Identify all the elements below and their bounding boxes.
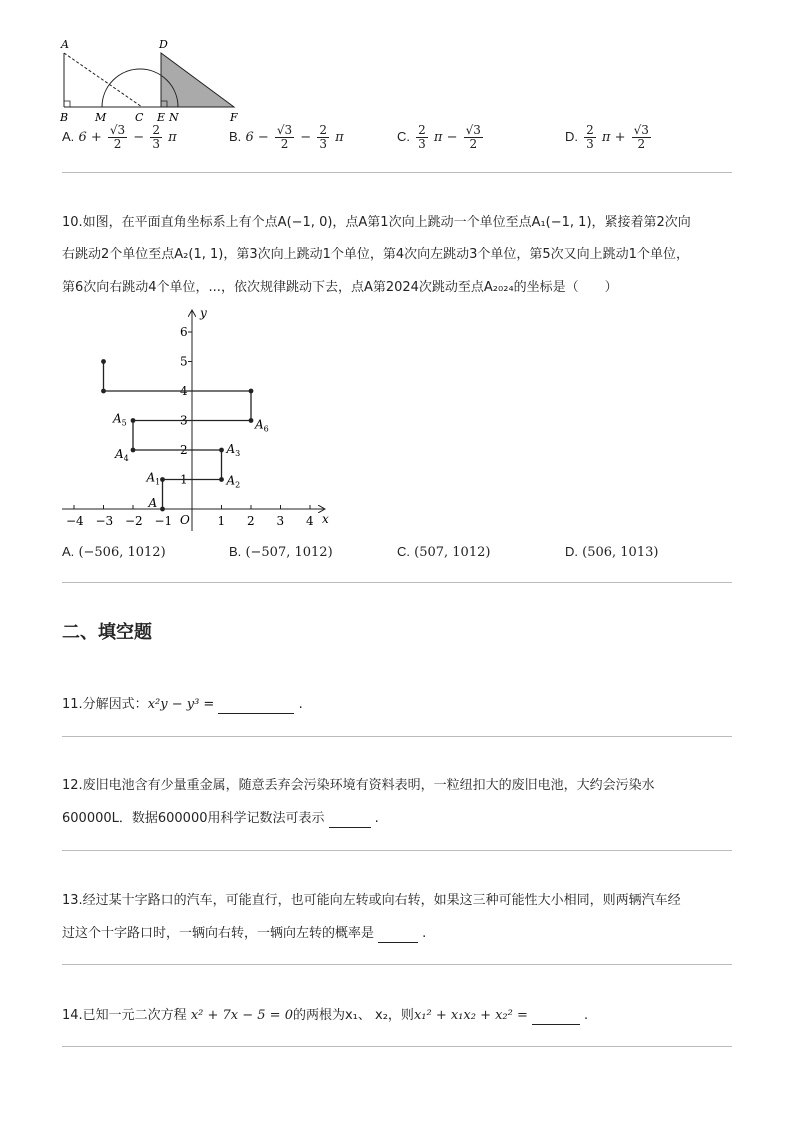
label-c: C [135,111,144,124]
divider [62,1046,732,1047]
y-axis-label: y [200,306,207,320]
point-label: $A_2$ [226,473,241,490]
answer-blank[interactable] [378,924,418,943]
label-m: M [95,111,107,124]
q10-option-a[interactable]: A. (−506, 1012) [62,544,166,560]
x-tick-label: −3 [95,514,114,528]
y-tick-label: 1 [180,472,188,487]
label-n: N [169,111,179,124]
label-a: A [61,38,69,51]
jump-point [219,448,224,453]
q9-option-a[interactable]: A. 6 + $\frac{√3}{2}$ − $\frac{2}{3}$ π [62,123,177,151]
y-tick-label: 3 [180,413,188,428]
answer-blank[interactable] [218,695,294,714]
label-b: B [60,111,69,124]
jump-point [249,418,254,423]
x-tick-label: 4 [306,514,314,528]
shaded-triangle [161,53,234,107]
jump-point [219,477,224,482]
right-angle-b [64,101,70,107]
y-tick-label: 6 [180,325,188,339]
jump-point [131,448,136,453]
q10-line-2: 右跳动2个单位至点A₂(1, 1)，第3次向上跳动1个单位，第4次向左跳动3个单位，第5次又向上跳动1个单位， [62,247,689,262]
point-label: A [148,496,158,510]
q10-line-1: 10.如图，在平面直角坐标系上有个点A(−1, 0)，点A第1次向上跳动一个单位至点A₁(−1, 1)，紧接着第2次向 [62,215,691,230]
x-tick-label: 1 [217,514,226,528]
jump-point [101,359,106,364]
label-f: F [230,111,238,124]
section-title: 二、填空题 [62,622,152,643]
origin-label: O [180,513,190,527]
q12-line-2: 600000L．数据600000用科学记数法可表示 . [62,811,379,826]
option-label: C. [397,129,410,144]
point-label: $A_6$ [255,417,269,434]
q10-option-c[interactable]: C. (507, 1012) [397,544,491,560]
x-tick-label: −2 [125,514,143,528]
jump-point [131,418,136,423]
divider [62,850,732,851]
jump-point [249,389,254,394]
option-label: C. [397,544,410,559]
divider [62,172,732,173]
q13-line-1: 13.经过某十字路口的汽车，可能直行，也可能向左转或向右转，如果这三种可能性大小相同，则两辆汽车经 [62,893,681,908]
jump-point [101,389,106,394]
q10-option-b[interactable]: B. (−507, 1012) [229,544,333,560]
q10-graph [58,303,348,535]
option-label: B. [229,544,242,559]
point-label: $A_1$ [146,470,161,487]
y-tick-label: 5 [180,354,188,369]
point-label: $A_3$ [226,442,241,458]
q12-line-1: 12.废旧电池含有少量重金属，随意丢弃会污染环境有资料表明，一粒纽扣大的废旧电池，大约会污染水 [62,778,655,793]
q9-option-b[interactable]: B. 6 − $\frac{√3}{2}$ − $\frac{2}{3}$ π [229,123,344,151]
label-e: E [157,111,166,124]
x-tick-label: 3 [276,514,285,528]
x-axis-label: x [322,512,329,526]
y-tick-label: 4 [180,384,188,398]
jump-point [160,477,165,482]
x-tick-label: −1 [154,514,173,528]
point-label: $A_4$ [115,447,129,463]
divider [62,736,732,737]
q9-option-c[interactable]: C. $\frac{2}{3}$ π − $\frac{√3}{2}$ [397,123,481,151]
q10-line-3: 第6次向右跳动4个单位，...，依次规律跳动下去，点A第2024次跳动至点A₂₀₂₄的坐标是（ ） [62,280,618,295]
y-tick-label: 2 [180,443,188,457]
divider [62,582,732,583]
q14: 14.已知一元二次方程 x² + 7x − 5 = 0的两根为x₁、 x₂，则x₁² + x₁x₂ + x₂² = . [62,1008,589,1023]
jump-point [160,507,165,512]
answer-blank[interactable] [329,809,371,828]
q10-option-d[interactable]: D. (506, 1013) [565,544,659,560]
q13-line-2: 过这个十字路口时，一辆向右转，一辆向左转的概率是 . [62,926,427,941]
option-label: A. [62,129,75,144]
q11: 11.分解因式：x²y − y³ = . [62,697,303,712]
q9-option-d[interactable]: D. $\frac{2}{3}$ π + $\frac{√3}{2}$ [565,123,649,151]
label-d: D [159,38,168,51]
divider [62,964,732,965]
x-tick-label: −4 [66,514,84,528]
q9-figure [58,36,248,126]
option-label: A. [62,544,75,559]
x-tick-label: 2 [247,514,255,528]
answer-blank[interactable] [532,1006,580,1025]
option-label: B. [229,129,242,144]
option-label: D. [565,129,578,144]
option-label: D. [565,544,578,559]
point-label: $A_5$ [113,411,127,428]
